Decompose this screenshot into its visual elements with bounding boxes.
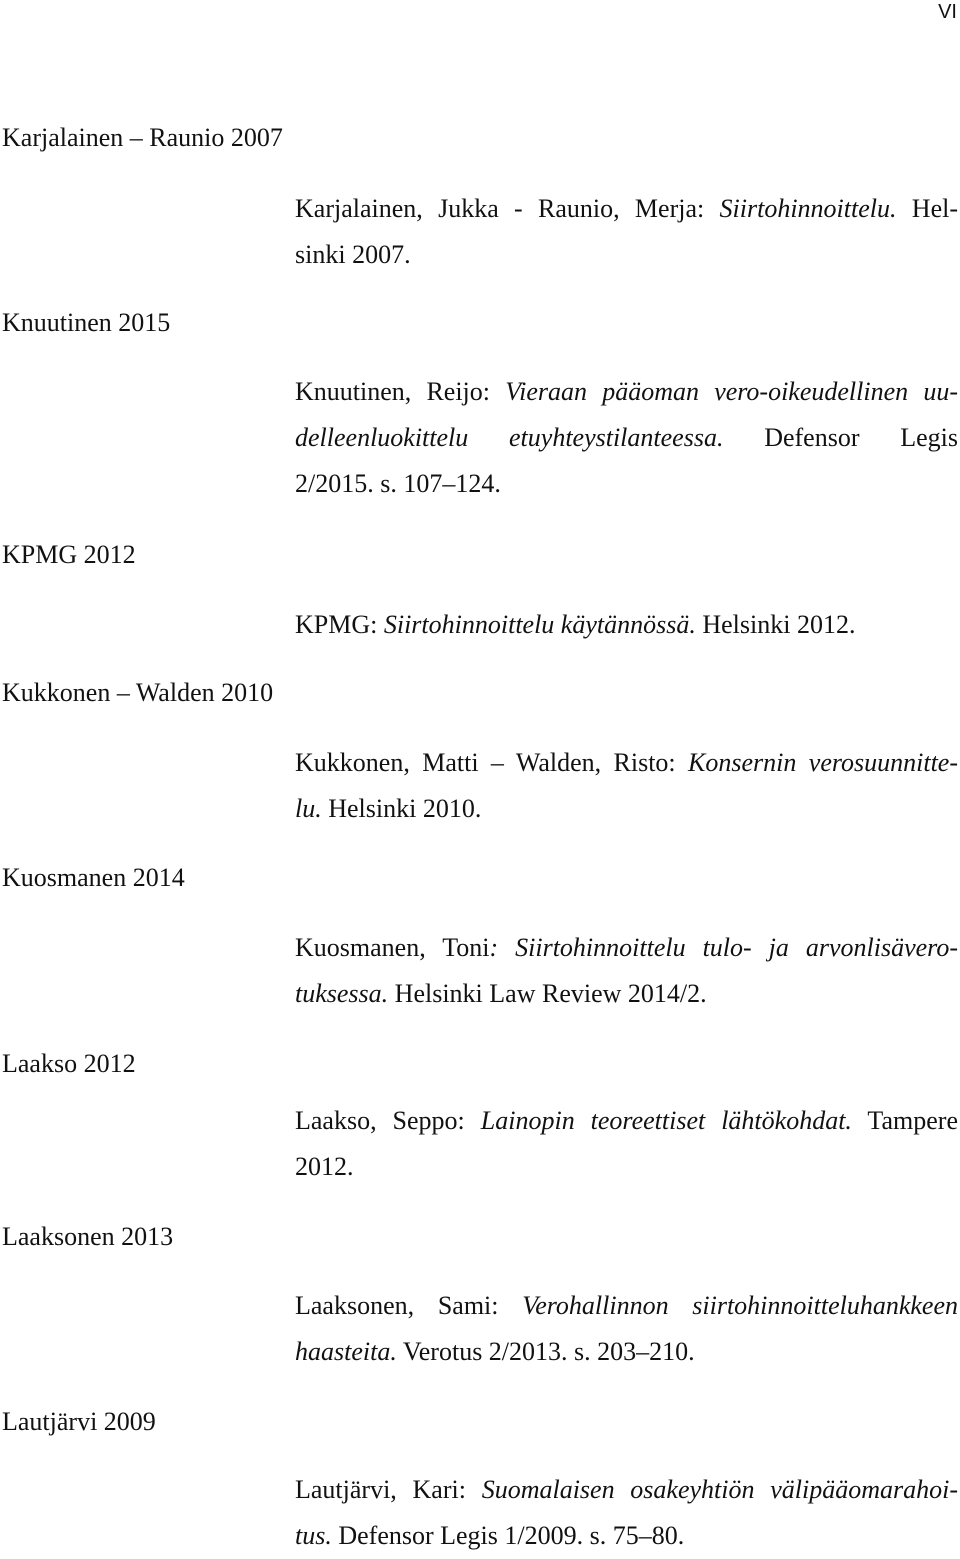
entry-text: Tampere — [851, 1106, 959, 1135]
entry-line — [295, 415, 958, 461]
entry-line — [295, 369, 958, 415]
entry-text: 2012. — [295, 1152, 354, 1181]
entry-line — [295, 740, 958, 786]
reference-entry — [295, 369, 958, 507]
entry-title: Vieraan pääoman vero-oikeudellinen uu- — [505, 377, 958, 406]
entry-title: Konsernin verosuunnitte- — [688, 748, 959, 777]
entry-line — [295, 1283, 958, 1329]
entry-line — [295, 786, 958, 832]
entry-line — [295, 925, 958, 971]
entry-text: Helsinki 2012. — [695, 610, 856, 639]
entry-text: Kukkonen, Matti – Walden, Risto: — [295, 748, 689, 777]
entry-title: Siirtohinnoittelu käytännössä. — [383, 610, 696, 639]
entry-text: Helsinki Law Review 2014/2. — [388, 979, 707, 1008]
entry-line — [295, 1513, 958, 1559]
entry-text: Knuutinen, Reijo: — [295, 377, 506, 406]
entry-text: Defensor Legis — [723, 423, 958, 452]
reference-key: Kuosmanen 2014 — [2, 863, 185, 892]
reference-entry — [295, 1098, 958, 1190]
entry-line — [295, 1329, 958, 1375]
entry-text: Defensor Legis 1/2009. s. 75–80. — [331, 1521, 685, 1550]
reference-entry — [295, 186, 958, 278]
entry-title: tuksessa. — [295, 979, 389, 1008]
entry-text: sinki 2007. — [295, 240, 411, 269]
entry-text: Lautjärvi, Kari: — [295, 1475, 482, 1504]
entry-title: : Siirtohinnoittelu tulo- ja arvonlisävero- — [489, 933, 958, 962]
entry-text: Helsinki 2010. — [321, 794, 482, 823]
reference-key: Kukkonen – Walden 2010 — [2, 678, 274, 707]
reference-key: Lautjärvi 2009 — [2, 1407, 156, 1436]
entry-text: KPMG: — [295, 610, 384, 639]
entry-line — [295, 971, 958, 1017]
reference-key: KPMG 2012 — [2, 540, 136, 569]
entry-title: Suomalaisen osakeyhtiön välipääomarahoi- — [481, 1475, 958, 1504]
page-number: VI — [938, 1, 957, 23]
entry-line — [295, 1467, 958, 1513]
entry-title: haasteita. — [295, 1337, 397, 1366]
reference-key: Laakso 2012 — [2, 1049, 136, 1078]
reference-entry — [295, 740, 958, 832]
entry-text: Hel- — [896, 194, 958, 223]
entry-text: Kuosmanen, Toni — [295, 933, 490, 962]
reference-key: Knuutinen 2015 — [2, 308, 171, 337]
reference-entry — [295, 925, 958, 1017]
reference-entry — [295, 602, 958, 648]
entry-line — [295, 1144, 958, 1190]
entry-text: Karjalainen, Jukka - Raunio, Merja: — [295, 194, 720, 223]
entry-line — [295, 232, 958, 278]
entry-text: 2/2015. s. 107–124. — [295, 469, 501, 498]
entry-title: delleenluokittelu etuyhteystilanteessa. — [295, 423, 724, 452]
entry-line — [295, 1098, 958, 1144]
entry-line — [295, 602, 958, 648]
reference-entry — [295, 1283, 958, 1375]
entry-text: Laakso, Seppo: — [295, 1106, 481, 1135]
reference-key: Karjalainen – Raunio 2007 — [2, 123, 283, 152]
entry-title: lu. — [295, 794, 322, 823]
entry-text: Laaksonen, Sami: — [295, 1291, 523, 1320]
reference-entry — [295, 1467, 958, 1559]
entry-line — [295, 186, 958, 232]
entry-title: tus. — [295, 1521, 332, 1550]
entry-title: Siirtohinnoittelu. — [719, 194, 897, 223]
entry-title: Lainopin teoreettiset lähtökohdat. — [480, 1106, 852, 1135]
entry-title: Verohallinnon siirtohinnoitteluhankkeen — [522, 1291, 958, 1320]
reference-key: Laaksonen 2013 — [2, 1222, 174, 1251]
entry-line — [295, 461, 958, 507]
entry-text: Verotus 2/2013. s. 203–210. — [396, 1337, 695, 1366]
